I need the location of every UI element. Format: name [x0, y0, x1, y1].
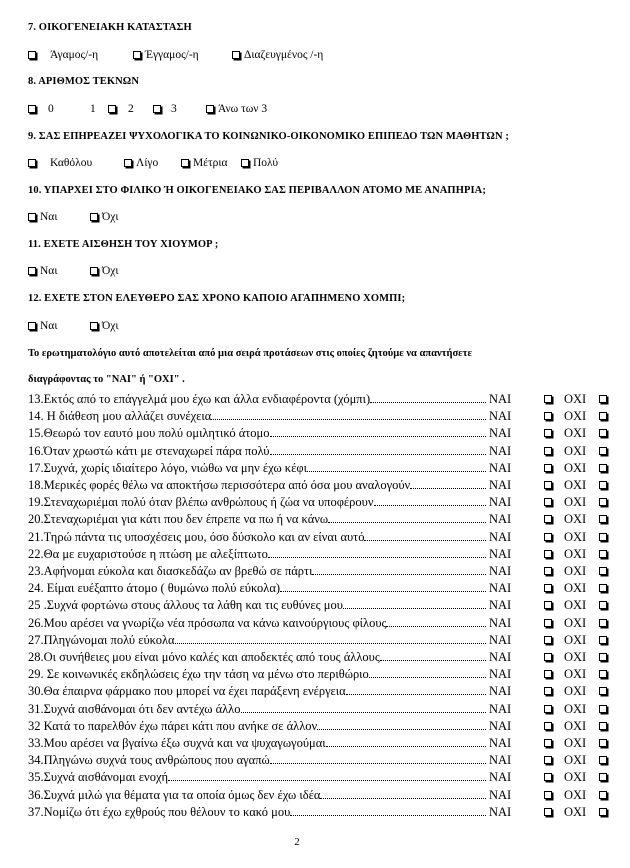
option-yes[interactable]: Ναι — [28, 265, 57, 277]
option-married[interactable]: Έγγαμος/-η — [133, 49, 199, 61]
dotted-leader — [374, 495, 486, 506]
yes-label: ΝΑΙ — [489, 460, 512, 475]
checkbox-icon[interactable] — [124, 159, 132, 167]
yes-checkbox-icon[interactable] — [544, 670, 552, 678]
dotted-leader — [280, 581, 486, 592]
yes-label: ΝΑΙ — [489, 753, 512, 768]
yes-checkbox-icon[interactable] — [544, 636, 552, 644]
no-checkbox-icon[interactable] — [599, 653, 607, 661]
no-label: ΟΧΙ — [564, 615, 587, 630]
question-text-line — [28, 770, 486, 785]
dotted-leader — [320, 788, 486, 799]
yes-checkbox-icon[interactable] — [544, 705, 552, 713]
yes-checkbox-icon[interactable] — [544, 687, 552, 695]
no-label: ΟΧΙ — [564, 804, 587, 819]
yes-label: ΝΑΙ — [489, 392, 512, 406]
no-checkbox-icon[interactable] — [599, 550, 607, 558]
yes-label: ΝΑΙ — [489, 564, 512, 578]
no-checkbox-icon[interactable] — [599, 670, 607, 678]
checkbox-icon[interactable] — [28, 322, 36, 330]
option-divorced[interactable]: Διαζευγμένος /-η — [232, 49, 323, 61]
option-2[interactable]: 2 — [108, 103, 134, 115]
question-text: 14. Η διάθεση μου αλλάζει συνέχεια — [28, 409, 212, 424]
yes-label: ΝΑΙ — [489, 736, 512, 750]
dotted-leader — [346, 684, 486, 695]
yes-label: ΝΑΙ — [489, 632, 512, 647]
section-heading: 10. ΥΠΑΡΧΕΙ ΣΤΟ ΦΙΛΙΚΟ Ή ΟΙΚΟΓΕΝΕΙΑΚΟ ΣΑΣ ΠΕΡΙΒΑΛΛΟΝ ΑΤΟΜΟ ΜΕ ΑΝΑΠΗΡΙΑ; — [28, 185, 486, 196]
yes-label: ΝΑΙ — [489, 804, 512, 819]
no-checkbox-icon[interactable] — [599, 533, 607, 541]
yes-label: ΝΑΙ — [489, 443, 512, 458]
question-text: 25 .Συχνά φορτώνω στους άλλους τα λάθη και τις ευθύνες μου — [28, 598, 343, 613]
yes-label: ΝΑΙ — [489, 409, 512, 424]
no-checkbox-icon[interactable] — [599, 481, 607, 489]
no-label: ΟΧΙ — [564, 684, 587, 699]
question-text: 13.Εκτός από το επάγγελμά μου έχω και άλλα ενδιαφέροντα (χόμπι) — [28, 392, 371, 406]
checkbox-icon[interactable] — [28, 159, 36, 167]
option-0[interactable]: 0 — [28, 103, 54, 115]
no-checkbox-icon[interactable] — [599, 705, 607, 713]
no-label: ΟΧΙ — [564, 495, 587, 510]
question-row — [28, 805, 613, 822]
checkbox-icon[interactable] — [232, 51, 240, 59]
question-text-line — [28, 409, 486, 424]
question-text-line — [28, 753, 486, 768]
no-label: ΟΧΙ — [564, 512, 587, 527]
question-text-line — [28, 650, 486, 665]
yes-label: ΝΑΙ — [489, 546, 512, 561]
question-text: 23.Αφήνομαι εύκολα και διασκεδάζω αν βρεθώ σε πάρτι — [28, 564, 313, 578]
question-text-line — [28, 667, 486, 682]
yes-checkbox-icon[interactable] — [544, 412, 552, 420]
yes-label: ΝΑΙ — [489, 512, 512, 527]
no-checkbox-icon[interactable] — [599, 722, 607, 730]
section-heading: 12. ΕΧΕΤΕ ΣΤΟΝ ΕΛΕΥΘΕΡΟ ΣΑΣ ΧΡΟΝΟ ΚΑΠΟΙΟ ΑΓΑΠΗΜΕΝΟ ΧΟΜΠΙ; — [28, 293, 406, 304]
dotted-leader — [343, 598, 486, 609]
no-label: ΟΧΙ — [564, 701, 587, 716]
question-text: 20.Στεναχωριέμαι για κάτι που δεν έπρεπε να πω ή να κάνω — [28, 512, 329, 527]
no-checkbox-icon[interactable] — [599, 395, 607, 403]
question-text-line — [28, 719, 486, 734]
dotted-leader — [270, 753, 486, 764]
dotted-leader — [370, 392, 486, 403]
section-heading: 7. ΟΙΚΟΓΕΝΕΙΑΚΗ ΚΑΤΑΣΤΑΣΗ — [28, 22, 192, 33]
yes-checkbox-icon[interactable] — [544, 722, 552, 730]
checkbox-icon[interactable] — [153, 105, 161, 113]
question-text-line — [28, 684, 486, 699]
option-no[interactable]: Όχι — [90, 211, 119, 223]
dotted-leader — [326, 736, 486, 747]
no-checkbox-icon[interactable] — [599, 601, 607, 609]
instructions-line-2: διαγράφοντας το "ΝΑΙ" ή "ΟΧΙ" . — [28, 374, 185, 385]
checkbox-icon[interactable] — [90, 322, 98, 330]
question-text-line — [28, 598, 486, 613]
option-little[interactable]: Λίγο — [124, 157, 158, 169]
dotted-leader — [268, 547, 486, 558]
yes-label: ΝΑΙ — [489, 684, 512, 699]
question-row — [28, 444, 613, 461]
yes-checkbox-icon[interactable] — [544, 791, 552, 799]
yes-label: ΝΑΙ — [489, 529, 512, 544]
yes-label: ΝΑΙ — [489, 615, 512, 630]
yes-checkbox-icon[interactable] — [544, 447, 552, 455]
dotted-leader — [270, 426, 487, 437]
no-label: ΟΧΙ — [564, 460, 587, 475]
question-text: 22.Θα με ευχαριστούσε η πτώση με αλεξίπτωτο — [28, 546, 268, 561]
no-checkbox-icon[interactable] — [599, 773, 607, 781]
question-row — [28, 598, 613, 615]
question-text: 17.Συχνά, χωρίς ιδιαίτερο λόγο, νιώθω να μην έχω κέφι — [28, 460, 307, 475]
question-text-line — [28, 495, 486, 510]
yes-label: ΝΑΙ — [489, 426, 512, 441]
question-text: 37.Νομίζω ότι έχω εχθρούς που θέλουν το κακό μου — [28, 804, 291, 819]
question-text-line — [28, 736, 486, 751]
yes-checkbox-icon[interactable] — [544, 567, 552, 575]
question-row — [28, 788, 613, 805]
no-label: ΟΧΙ — [564, 787, 587, 802]
no-checkbox-icon[interactable] — [599, 464, 607, 472]
no-checkbox-icon[interactable] — [599, 808, 607, 816]
question-row — [28, 478, 613, 495]
question-text: 34.Πληγώνω συχνά τους ανθρώπους που αγαπώ — [28, 753, 270, 768]
yes-checkbox-icon[interactable] — [544, 481, 552, 489]
no-label: ΟΧΙ — [564, 546, 587, 561]
question-text: 21.Τηρώ πάντα τις υποσχέσεις μου, όσο δύσκολο και αν είναι αυτό — [28, 529, 365, 544]
no-label: ΟΧΙ — [564, 443, 587, 458]
question-row — [28, 392, 613, 409]
question-row — [28, 495, 613, 512]
dotted-leader — [168, 770, 486, 781]
question-text-line — [28, 547, 486, 562]
option-not-at-all[interactable]: Καθόλου — [28, 157, 92, 169]
no-checkbox-icon[interactable] — [599, 584, 607, 592]
checkbox-icon[interactable] — [108, 105, 116, 113]
question-text: 36.Συχνά μιλώ για θέματα για τα οποία όμως δεν έχω ιδέα — [28, 787, 321, 802]
yes-checkbox-icon[interactable] — [544, 395, 552, 403]
dotted-leader — [270, 444, 487, 455]
question-text: 19.Στεναχωριέμαι πολύ όταν βλέπω ανθρώπους ή ζώα να υποφέρουν — [28, 495, 374, 510]
no-label: ΟΧΙ — [564, 581, 587, 596]
question-row — [28, 409, 613, 426]
question-text-line — [28, 788, 486, 803]
dotted-leader — [312, 564, 486, 575]
yes-label: ΝΑΙ — [489, 478, 512, 492]
yes-checkbox-icon[interactable] — [544, 550, 552, 558]
no-checkbox-icon[interactable] — [599, 687, 607, 695]
checkbox-icon[interactable] — [90, 267, 98, 275]
option-much[interactable]: Πολύ — [241, 157, 278, 169]
dotted-leader — [241, 702, 487, 713]
dotted-leader — [328, 512, 486, 523]
question-text: 32 Κατά το παρελθόν έχω πάρει κάτι που ανήκε σε άλλον — [28, 718, 318, 733]
option-1[interactable]: 1 — [90, 103, 96, 115]
question-row — [28, 616, 613, 633]
question-row — [28, 426, 613, 443]
yes-checkbox-icon[interactable] — [544, 773, 552, 781]
question-row — [28, 547, 613, 564]
yes-checkbox-icon[interactable] — [544, 601, 552, 609]
yes-label: ΝΑΙ — [489, 787, 512, 802]
yes-label: ΝΑΙ — [489, 581, 512, 596]
option-single[interactable]: Άγαμος/-η — [28, 49, 98, 61]
option-no[interactable]: Όχι — [90, 320, 119, 332]
yes-label: ΝΑΙ — [489, 650, 512, 664]
question-text: 30.Θα έπαιρνα φάρμακο που μπορεί να έχει παράξενη ενέργεια — [28, 684, 346, 699]
question-row — [28, 581, 613, 598]
question-row — [28, 702, 613, 719]
no-label: ΟΧΙ — [564, 667, 587, 682]
dotted-leader — [410, 478, 486, 489]
option-yes[interactable]: Ναι — [28, 211, 57, 223]
no-label: ΟΧΙ — [564, 529, 587, 544]
yes-label: ΝΑΙ — [489, 770, 512, 785]
no-label: ΟΧΙ — [564, 650, 587, 664]
yes-checkbox-icon[interactable] — [544, 619, 552, 627]
yes-checkbox-icon[interactable] — [544, 584, 552, 592]
question-row — [28, 667, 613, 684]
yes-checkbox-icon[interactable] — [544, 429, 552, 437]
no-label: ΟΧΙ — [564, 718, 587, 733]
yes-checkbox-icon[interactable] — [544, 515, 552, 523]
no-label: ΟΧΙ — [564, 478, 587, 492]
section-heading: 11. ΕΧΕΤΕ ΑΙΣΘΗΣΗ ΤΟΥ ΧΙΟΥΜΟΡ ; — [28, 239, 219, 250]
question-row — [28, 633, 613, 650]
question-text: 29. Σε κοινωνικές εκδηλώσεις έχω την τάση να μένω στο περιθώριο — [28, 667, 369, 682]
no-checkbox-icon[interactable] — [599, 791, 607, 799]
no-label: ΟΧΙ — [564, 426, 587, 441]
question-text: 28.Οι συνήθειες μου είναι μόνο καλές και αποδεκτές από τους άλλους — [28, 650, 380, 664]
question-row — [28, 650, 613, 667]
no-label: ΟΧΙ — [564, 409, 587, 424]
no-checkbox-icon[interactable] — [599, 756, 607, 764]
question-text-line — [28, 461, 486, 476]
dotted-leader — [369, 667, 486, 678]
checkbox-icon[interactable] — [28, 51, 36, 59]
yes-label: ΝΑΙ — [489, 701, 512, 716]
section-heading: 9. ΣΑΣ ΕΠΗΡΕΑΖΕΙ ΨΥΧΟΛΟΓΙΚΑ ΤΟ ΚΟΙΝΩΝΙΚΟ-ΟΙΚΟΝΟΜΙΚΟ ΕΠΙΠΕΔΟ ΤΩΝ ΜΑΘΗΤΩΝ ; — [28, 131, 509, 142]
option-moderate[interactable]: Μέτρια — [181, 157, 228, 169]
no-checkbox-icon[interactable] — [599, 429, 607, 437]
question-row — [28, 564, 613, 581]
yes-label: ΝΑΙ — [489, 598, 512, 613]
question-text-line — [28, 392, 486, 407]
question-text-line — [28, 478, 486, 493]
question-text: 35.Συχνά αισθάνομαι ενοχή — [28, 770, 169, 785]
no-checkbox-icon[interactable] — [599, 447, 607, 455]
option-more-than-3[interactable]: Άνω των 3 — [206, 103, 267, 115]
checkbox-icon[interactable] — [90, 213, 98, 221]
yes-checkbox-icon[interactable] — [544, 739, 552, 747]
option-no[interactable]: Όχι — [90, 265, 119, 277]
question-text-line — [28, 530, 486, 545]
yes-checkbox-icon[interactable] — [544, 464, 552, 472]
yes-checkbox-icon[interactable] — [544, 756, 552, 764]
no-label: ΟΧΙ — [564, 753, 587, 768]
no-checkbox-icon[interactable] — [599, 498, 607, 506]
section-heading: 8. ΑΡΙΘΜΟΣ ΤΕΚΝΩΝ — [28, 76, 139, 87]
checkbox-icon[interactable] — [206, 105, 214, 113]
checkbox-icon[interactable] — [181, 159, 189, 167]
question-text: 18.Μερικές φορές θέλω να αποκτήσω περισσότερα από όσα μου αναλογούν — [28, 478, 411, 492]
no-label: ΟΧΙ — [564, 632, 587, 647]
dotted-leader — [211, 409, 486, 420]
question-text: 24. Είμαι ευέξαπτο άτομο ( θυμώνω πολύ εύκολα) — [28, 581, 281, 596]
no-checkbox-icon[interactable] — [599, 619, 607, 627]
question-text: 26.Μου αρέσει να γνωρίζω νέα πρόσωπα να κάνω καινούργιους φίλους — [28, 615, 387, 630]
dotted-leader — [307, 461, 486, 472]
page-number: 2 — [294, 836, 300, 848]
question-text: 16.Όταν χρωστώ κάτι με στεναχωρεί πάρα πολύ — [28, 443, 270, 458]
checkbox-icon[interactable] — [28, 213, 36, 221]
question-text-line — [28, 633, 486, 648]
yes-label: ΝΑΙ — [489, 495, 512, 510]
question-text: 33.Μου αρέσει να βγαίνω έξω συχνά και να ψυχαγωγούμαι — [28, 736, 326, 750]
dotted-leader — [317, 719, 486, 730]
question-text-line — [28, 444, 486, 459]
dotted-leader — [386, 616, 486, 627]
dotted-leader — [380, 650, 486, 661]
checkbox-icon[interactable] — [241, 159, 249, 167]
option-3[interactable]: 3 — [153, 103, 177, 115]
question-row — [28, 461, 613, 478]
no-checkbox-icon[interactable] — [599, 567, 607, 575]
question-row — [28, 770, 613, 787]
no-checkbox-icon[interactable] — [599, 636, 607, 644]
question-text-line — [28, 512, 486, 527]
no-label: ΟΧΙ — [564, 736, 587, 750]
dotted-leader — [175, 633, 486, 644]
question-row — [28, 530, 613, 547]
checkbox-icon[interactable] — [28, 105, 36, 113]
question-row — [28, 753, 613, 770]
question-text-line — [28, 702, 486, 717]
checkbox-icon[interactable] — [133, 51, 141, 59]
no-label: ΟΧΙ — [564, 598, 587, 613]
no-checkbox-icon[interactable] — [599, 515, 607, 523]
no-label: ΟΧΙ — [564, 770, 587, 785]
question-row — [28, 736, 613, 753]
no-checkbox-icon[interactable] — [599, 412, 607, 420]
yes-checkbox-icon[interactable] — [544, 533, 552, 541]
question-text-line — [28, 564, 486, 579]
no-label: ΟΧΙ — [564, 392, 587, 406]
question-text-line — [28, 426, 486, 441]
question-row — [28, 684, 613, 701]
question-text: 15.Θεωρώ τον εαυτό μου πολύ ομιλητικό άτομο — [28, 426, 270, 441]
question-text-line — [28, 616, 486, 631]
question-text: 31.Συχνά αισθάνομαι ότι δεν αντέχω άλλο — [28, 701, 241, 716]
question-text-line — [28, 805, 486, 820]
no-checkbox-icon[interactable] — [599, 739, 607, 747]
dotted-leader — [290, 805, 486, 816]
question-text: 27.Πληγώνομαι πολύ εύκολα — [28, 632, 175, 647]
instructions-line-1: Το ερωτηματολόγιο αυτό αποτελείται από μια σειρά προτάσεων στις οποίες ζητούμε να απαντήσετε — [28, 348, 472, 359]
no-label: ΟΧΙ — [564, 564, 587, 578]
question-row — [28, 719, 613, 736]
yes-label: ΝΑΙ — [489, 667, 512, 682]
dotted-leader — [364, 530, 486, 541]
option-yes[interactable]: Ναι — [28, 320, 57, 332]
question-row — [28, 512, 613, 529]
checkbox-icon[interactable] — [28, 267, 36, 275]
question-text-line — [28, 581, 486, 596]
yes-label: ΝΑΙ — [489, 718, 512, 733]
yes-checkbox-icon[interactable] — [544, 498, 552, 506]
yes-checkbox-icon[interactable] — [544, 808, 552, 816]
yes-checkbox-icon[interactable] — [544, 653, 552, 661]
